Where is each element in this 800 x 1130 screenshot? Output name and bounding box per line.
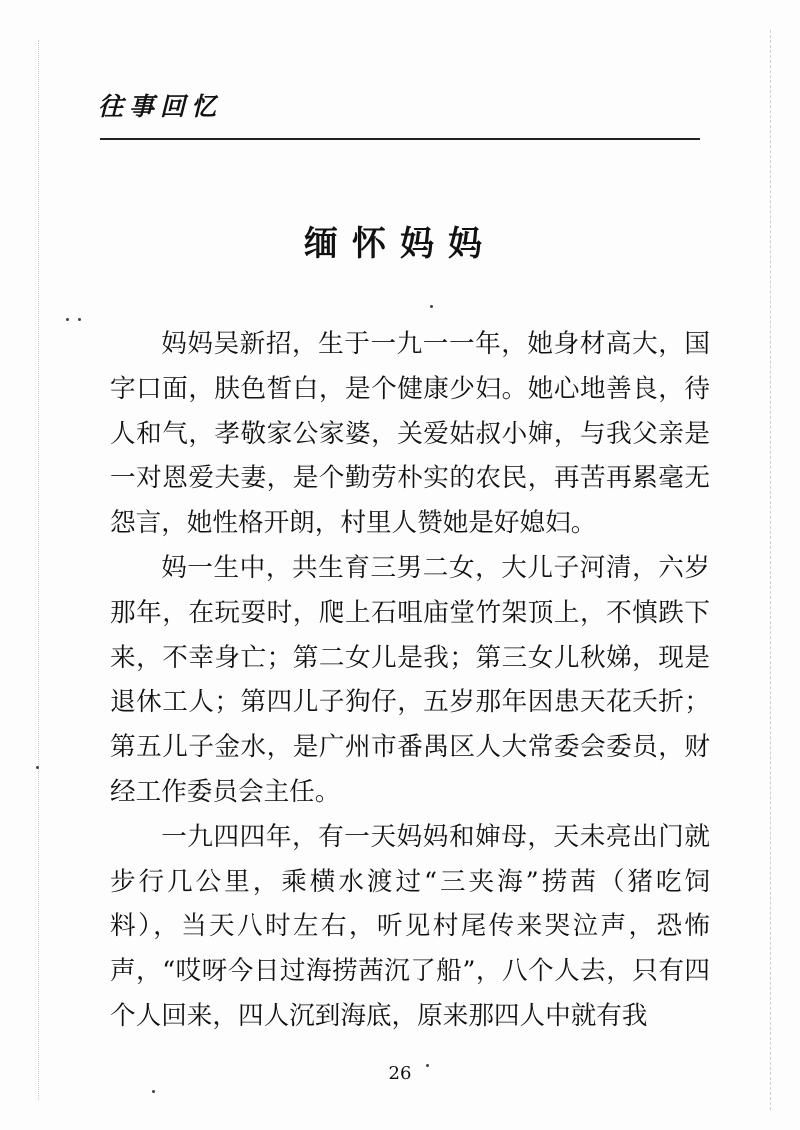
- paragraph: 妈妈吴新招，生于一九一一年，她身材高大，国字口面，肤色皙白，是个健康少妇。她心地善良，待人和气，孝敬家公家婆，关爱姑叔小婶，与我父亲是一对恩爱夫妻，是个勤劳朴实的农民，再苦再累毫无怨言，她性格开朗，村里人赞她是好媳妇。: [110, 329, 710, 539]
- scan-speck: [36, 766, 39, 769]
- scan-edge-right: [770, 30, 771, 1110]
- header-divider: [100, 138, 700, 140]
- paragraph: 一九四四年，有一天妈妈和婶母，天未亮出门就步行几公里，乘横水渡过“三夹海”捞茜（猪吃饲料），当天八时左右，听见村尾传来哭泣声，恐怖声，“哎呀今日过海捞茜沉了船”，八个人去，只有四个人回来，四人沉到海底，原来那四人中就有我: [110, 821, 710, 1031]
- article-body: [110, 322, 710, 1039]
- scan-speck: [152, 1090, 155, 1093]
- scan-edge-left: [38, 40, 39, 1100]
- scan-speck: [78, 318, 81, 321]
- scan-speck: [430, 305, 433, 308]
- section-header: 往事回忆: [98, 92, 223, 121]
- paragraph: 妈一生中，共生育三男二女，大儿子河清，六岁那年，在玩耍时，爬上石咀庙堂竹架顶上，不慎跌下来，不幸身亡；第二女儿是我；第三女儿秋娣，现是退休工人；第四儿子狗仔，五岁那年因患天花夭折；第五儿子金水，是广州市番禺区人大常委会委员，财经工作委员会主任。: [110, 552, 710, 807]
- scan-speck: [426, 1064, 429, 1067]
- article-title: 缅怀妈妈: [304, 224, 496, 264]
- scan-speck: [66, 318, 69, 321]
- page-number: 26: [388, 1063, 412, 1084]
